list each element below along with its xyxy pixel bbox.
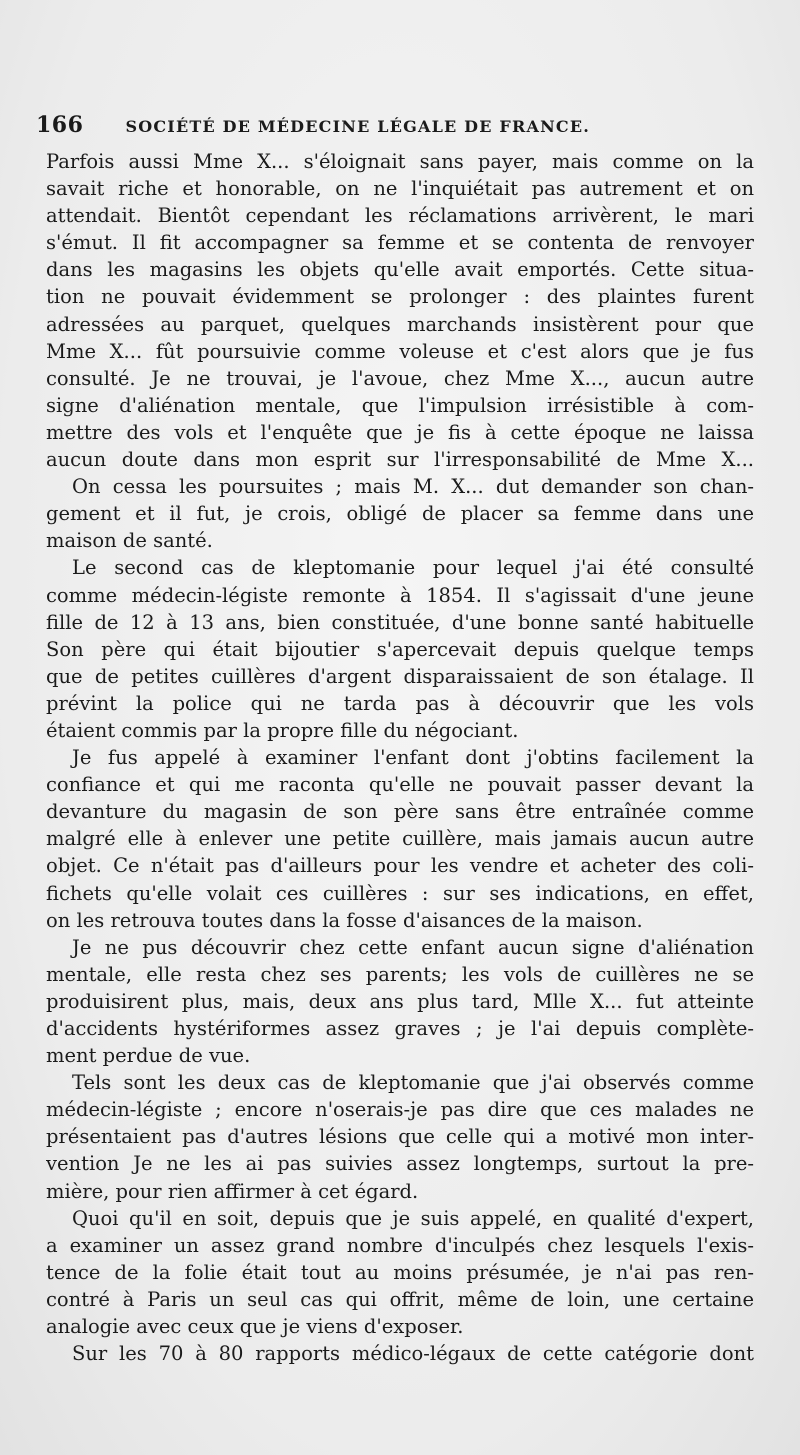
page-number: 166 (36, 112, 84, 138)
text-line: signe d'aliénation mentale, que l'impulsion irrésistible à com- (46, 393, 754, 417)
text-line: dans les magasins les objets qu'elle avait emportés. Cette situa- (46, 258, 754, 282)
text-line: On cessa les poursuites ; mais M. X... dut demander son chan- (72, 475, 754, 499)
text-line: a examiner un assez grand nombre d'inculpés chez lesquels l'exis- (46, 1233, 754, 1257)
text-line: mière, pour rien affirmer à cet égard. (46, 1179, 419, 1203)
text-line: mentale, elle resta chez ses parents; les vols de cuillères ne se (46, 962, 754, 986)
text-line: étaient commis par la propre fille du négociant. (46, 718, 519, 742)
text-line: s'émut. Il fit accompagner sa femme et se contenta de renvoyer (46, 231, 754, 255)
text-line: tence de la folie était tout au moins présumée, je n'ai pas ren- (46, 1260, 754, 1284)
text-line: maison de santé. (46, 529, 213, 553)
text-line: vention Je ne les ai pas suivies assez longtemps, surtout la pre- (46, 1152, 754, 1176)
text-line: que de petites cuillères d'argent disparaissaient de son étalage. Il (46, 664, 754, 688)
text-line: comme médecin-légiste remonte à 1854. Il s'agissait d'une jeune (46, 583, 754, 607)
text-line: objet. Ce n'était pas d'ailleurs pour les vendre et acheter des coli- (46, 854, 754, 878)
text-line: Je ne pus découvrir chez cette enfant aucun signe d'aliénation (72, 935, 754, 959)
text-line: Quoi qu'il en soit, depuis que je suis appelé, en qualité d'expert, (72, 1206, 754, 1230)
text-line: fille de 12 à 13 ans, bien constituée, d'une bonne santé habituelle (46, 610, 754, 634)
text-line: on les retrouva toutes dans la fosse d'aisances de la maison. (46, 908, 643, 932)
text-line: ment perdue de vue. (46, 1044, 251, 1068)
text-line: Tels sont les deux cas de kleptomanie que j'ai observés comme (72, 1071, 754, 1095)
text-line: confiance et qui me raconta qu'elle ne pouvait passer devant la (46, 773, 754, 797)
text-line: consulté. Je ne trouvai, je l'avoue, chez Mme X..., aucun autre (46, 366, 754, 390)
text-line: fichets qu'elle volait ces cuillères : sur ses indications, en effet, (46, 881, 754, 905)
text-line: Sur les 70 à 80 rapports médico-légaux de cette catégorie dont (72, 1342, 754, 1366)
text-line: produisirent plus, mais, deux ans plus tard, Mlle X... fut atteinte (46, 989, 754, 1013)
text-line: malgré elle à enlever une petite cuillère, mais jamais aucun autre (46, 827, 754, 851)
text-line: aucun doute dans mon esprit sur l'irresponsabilité de Mme X... (46, 448, 754, 472)
running-title: SOCIÉTÉ DE MÉDECINE LÉGALE DE FRANCE. (125, 117, 591, 136)
text-line: présentaient pas d'autres lésions que celle qui a motivé mon inter- (46, 1125, 754, 1149)
text-line: Mme X... fût poursuivie comme voleuse et c'est alors que je fus (46, 339, 754, 363)
text-line: adressées au parquet, quelques marchands insistèrent pour que (46, 312, 754, 336)
page-header (36, 112, 740, 142)
text-line: gement et il fut, je crois, obligé de placer sa femme dans une (46, 502, 754, 526)
text-line: contré à Paris un seul cas qui offrit, même de loin, une certaine (46, 1287, 754, 1311)
text-line: Parfois aussi Mme X... s'éloignait sans payer, mais comme on la (46, 150, 754, 173)
text-line: devanture du magasin de son père sans être entraînée comme (46, 800, 754, 824)
text-line: d'accidents hystériformes assez graves ; je l'ai depuis complète- (46, 1017, 754, 1040)
text-line: attendait. Bientôt cependant les réclamations arrivèrent, le mari (46, 204, 754, 228)
text-line: savait riche et honorable, on ne l'inquiétait pas autrement et on (46, 177, 754, 201)
text-line: tion ne pouvait évidemment se prolonger : des plaintes furent (46, 285, 754, 309)
text-line: analogie avec ceux que je viens d'exposer. (46, 1315, 464, 1339)
text-line: prévint la police qui ne tarda pas à découvrir que les vols (46, 691, 754, 715)
text-line: mettre des vols et l'enquête que je fis à cette époque ne laissa (46, 420, 754, 444)
text-line: médecin-légiste ; encore n'oserais-je pas dire que ces malades ne (46, 1098, 754, 1122)
body-text (46, 148, 754, 1367)
text-line: Le second cas de kleptomanie pour lequel j'ai été consulté (72, 556, 754, 580)
text-line: Je fus appelé à examiner l'enfant dont j'obtins facilement la (72, 746, 754, 770)
text-line: Son père qui était bijoutier s'apercevait depuis quelque temps (46, 637, 754, 661)
